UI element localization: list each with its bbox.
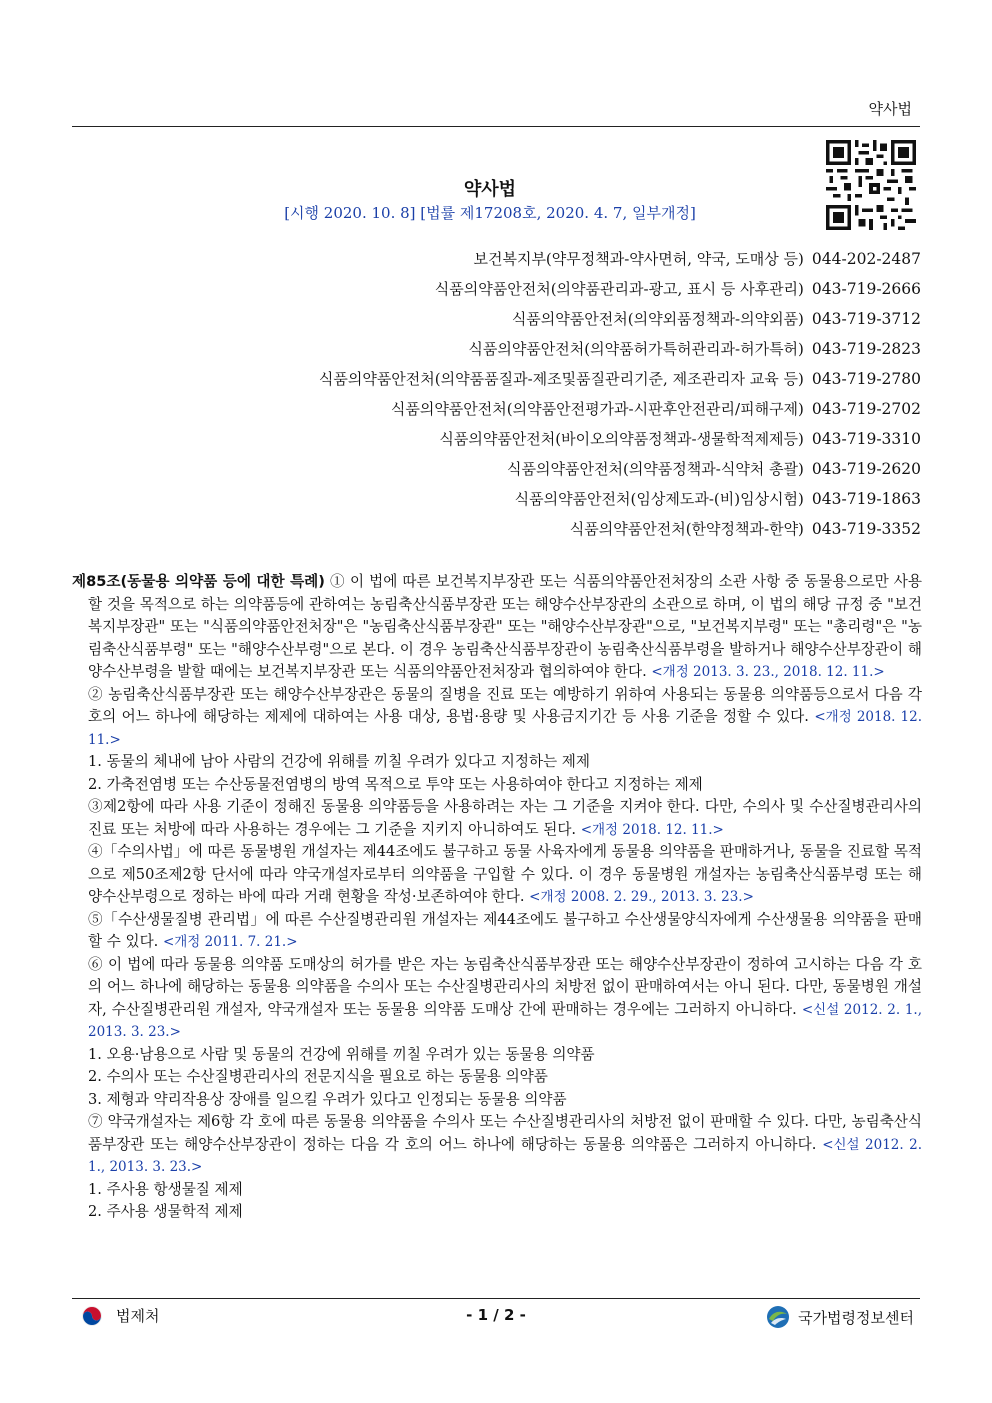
contact-row	[319, 484, 921, 514]
contact-row	[319, 244, 921, 274]
article-body	[72, 571, 922, 1224]
government-emblem-icon	[82, 1306, 102, 1326]
amendment-note: <개정 2008. 2. 29., 2013. 3. 23.>	[529, 889, 754, 905]
paragraph-text: ④「수의사법」에 따른 동물병원 개설자는 제44조에도 불구하고 동물 사육자에게 동물용 의약품을 판매하거나, 동물을 진료할 목적으로 제50조제2항 단서에 따라 약국개설자로부터 의약품을 구입할 수 있다. 이 경우 동물병원 개설자는 농림축산식품부령 또는 해양수산부령으로 정하는 바에 따라 거래 현황을 작성·보존하여야 한다.	[88, 843, 922, 905]
list-item: 3. 제형과 약리작용상 장애를 일으킬 우려가 있다고 인정되는 동물용 의약품	[88, 1090, 567, 1108]
contact-phone: 043-719-2823	[811, 340, 921, 358]
contact-phone: 044-202-2487	[811, 250, 921, 268]
amendment-note: <개정 2013. 3. 23., 2018. 12. 11.>	[651, 664, 885, 680]
amendment-note: <개정 2018. 12. 11.>	[580, 821, 724, 838]
law-enforcement-info: [시행 2020. 10. 8] [법률 제17208호, 2020. 4. 7, 일부개정]	[284, 204, 696, 222]
contact-row	[319, 304, 921, 334]
contact-dept: 식품의약품안전처(의약외품정책과-의약외품)	[511, 310, 804, 328]
contact-phone: 043-719-3712	[811, 310, 921, 328]
amendment-note: <신설 2012. 2. 1., 2013. 3. 23.>	[88, 1001, 923, 1040]
contact-phone: 043-719-3352	[811, 520, 921, 538]
list-item: 2. 수의사 또는 수산질병관리사의 전문지식을 필요로 하는 동물용 의약품	[88, 1068, 548, 1085]
contact-phone: 043-719-3310	[811, 430, 921, 448]
paragraph-text: ⑥ 이 법에 따라 동물용 의약품 도매상의 허가를 받은 자는 농림축산식품부장관 또는 해양수산부장관이 정하여 고시하는 다음 각 호의 어느 하나에 해당하는 동물용 의약품을 수의사 또는 수산질병관리사의 처방전 없이 판매하여서는 아니 된다. 다만, 동물병원 개설자, 수산질병관리원 개설자, 약국개설자 또는 동물용 의약품 도매상 간에 판매하는 경우에는 그러하지 아니하다.	[88, 955, 922, 1018]
paragraph-text: ③제2항에 따라 사용 기준이 정해진 동물용 의약품등을 사용하려는 자는 그 기준을 지켜야 한다. 다만, 수의사 및 수산질병관리사의 진료 또는 처방에 따라 사용하는 경우에는 그 기준을 지키지 아니하여도 된다.	[88, 798, 922, 838]
paragraph-1	[72, 571, 922, 684]
contact-phone: 043-719-2780	[811, 370, 921, 388]
contact-dept: 보건복지부(약무정책과-약사면허, 약국, 도매상 등)	[473, 250, 804, 268]
list-item: 1. 오용·남용으로 사람 및 동물의 건강에 위해를 끼칠 우려가 있는 동물용 의약품	[88, 1045, 595, 1063]
paragraph-text: ② 농림축산식품부장관 또는 해양수산부장관은 동물의 질병을 진료 또는 예방하기 위하여 사용되는 동물용 의약품등으로서 다음 각 호의 어느 하나에 해당하는 제제에 대하여는 사용 대상, 용법·용량 및 사용금지기간 등 사용 기준을 정할 수 있다.	[88, 685, 922, 725]
contact-row	[319, 454, 921, 484]
list-item: 2. 가축전염병 또는 수산동물전염병의 방역 목적으로 투약 또는 사용하여야 한다고 지정하는 제제	[88, 775, 703, 793]
paragraph-text: ⑦ 약국개설자는 제6항 각 호에 따른 동물용 의약품을 수의사 또는 수산질병관리사의 처방전 없이 판매할 수 있다. 다만, 농림축산식품부장관 또는 해양수산부장관이 정하는 다음 각 호의 어느 하나에 해당하는 동물용 의약품은 그러하지 아니하다.	[88, 1113, 922, 1153]
contact-phone: 043-719-1863	[811, 490, 921, 508]
paragraph-7	[72, 1111, 922, 1179]
contact-phone: 043-719-2620	[811, 460, 921, 478]
footer-left	[82, 1305, 159, 1326]
header-divider	[72, 126, 920, 127]
contact-dept: 식품의약품안전처(의약품품질과-제조및품질관리기준, 제조관리자 교육 등)	[318, 370, 804, 388]
contact-row	[319, 394, 921, 424]
footer-right	[766, 1305, 914, 1329]
paragraph-6	[72, 954, 922, 1044]
contact-row	[319, 364, 921, 394]
contact-dept: 식품의약품안전처(의약품관리과-광고, 표시 등 사후관리)	[434, 280, 804, 298]
paragraph-text: ⑤「수산생물질병 관리법」에 따른 수산질병관리원 개설자는 제44조에도 불구하고 수산생물양식자에게 수산생물용 의약품을 판매할 수 있다.	[88, 910, 922, 950]
paragraph-4	[72, 841, 922, 909]
contact-dept: 식품의약품안전처(임상제도과-(비)임상시험)	[514, 490, 804, 508]
contact-dept: 식품의약품안전처(의약품안전평가과-시판후안전관리/피해구제)	[390, 400, 804, 418]
list-item: 2. 주사용 생물학적 제제	[88, 1203, 243, 1220]
contact-row	[319, 514, 921, 544]
law-center-logo-icon	[766, 1305, 790, 1329]
article-title: 제85조(동물용 의약품 등에 대한 특례)	[72, 573, 325, 590]
contact-phone: 043-719-2666	[811, 280, 921, 298]
list-item: 1. 동물의 체내에 남아 사람의 건강에 위해를 끼칠 우려가 있다고 지정하는 제제	[88, 753, 590, 770]
footer-center-name: 국가법령정보센터	[798, 1308, 914, 1327]
contact-row	[319, 274, 921, 304]
amendment-note: <개정 2011. 7. 21.>	[162, 934, 298, 950]
page-number: - 1 / 2 -	[466, 1306, 526, 1324]
law-title: 약사법	[463, 179, 517, 200]
list-item: 1. 주사용 항생물질 제제	[88, 1180, 243, 1198]
contact-dept: 식품의약품안전처(의약품정책과-식약처 총괄)	[507, 460, 804, 478]
amendment-note: <개정 2018. 12. 11.>	[88, 709, 923, 748]
contact-dept: 식품의약품안전처(바이오의약품정책과-생물학적제제등)	[439, 430, 804, 448]
qr-code-icon	[826, 140, 916, 230]
paragraph-text: ① 이 법에 따른 보건복지부장관 또는 식품의약품안전처장의 소관 사항 중 동물용으로만 사용할 것을 목적으로 하는 의약품등에 관하여는 농림축산식품부장관 또는 해양수산부장관의 소관으로 하며, 이 법의 해당 규정 중 "보건복지부장관" 또는 "식품의약품안전처장"은 "농림축산식품부장관" 또는 "해양수산부장관"으로, "보건복지부령" 또는 "총리령"은 "농림축산식품부령" 또는 "해양수산부령"으로 본다. 이 경우 농림축산식품부장관이 농림축산식품부령을 발하거나 해양수산부장관이 해양수산부령을 발할 때에는 보건복지부장관 또는 식품의약품안전처장과 협의하여야 한다.	[88, 573, 922, 680]
contact-list	[319, 244, 921, 544]
header-title: 약사법	[868, 100, 912, 118]
contact-row	[319, 334, 921, 364]
footer-org-name: 법제처	[116, 1307, 160, 1325]
paragraph-3	[72, 796, 922, 841]
paragraph-5	[72, 909, 922, 954]
contact-dept: 식품의약품안전처(한약정책과-한약)	[569, 520, 804, 538]
footer-divider	[72, 1298, 920, 1299]
contact-phone: 043-719-2702	[811, 400, 921, 418]
paragraph-2	[72, 684, 922, 752]
contact-row	[319, 424, 921, 454]
contact-dept: 식품의약품안전처(의약품허가특허관리과-허가특허)	[468, 340, 804, 358]
amendment-note: <신설 2012. 2. 1., 2013. 3. 23.>	[88, 1136, 923, 1175]
